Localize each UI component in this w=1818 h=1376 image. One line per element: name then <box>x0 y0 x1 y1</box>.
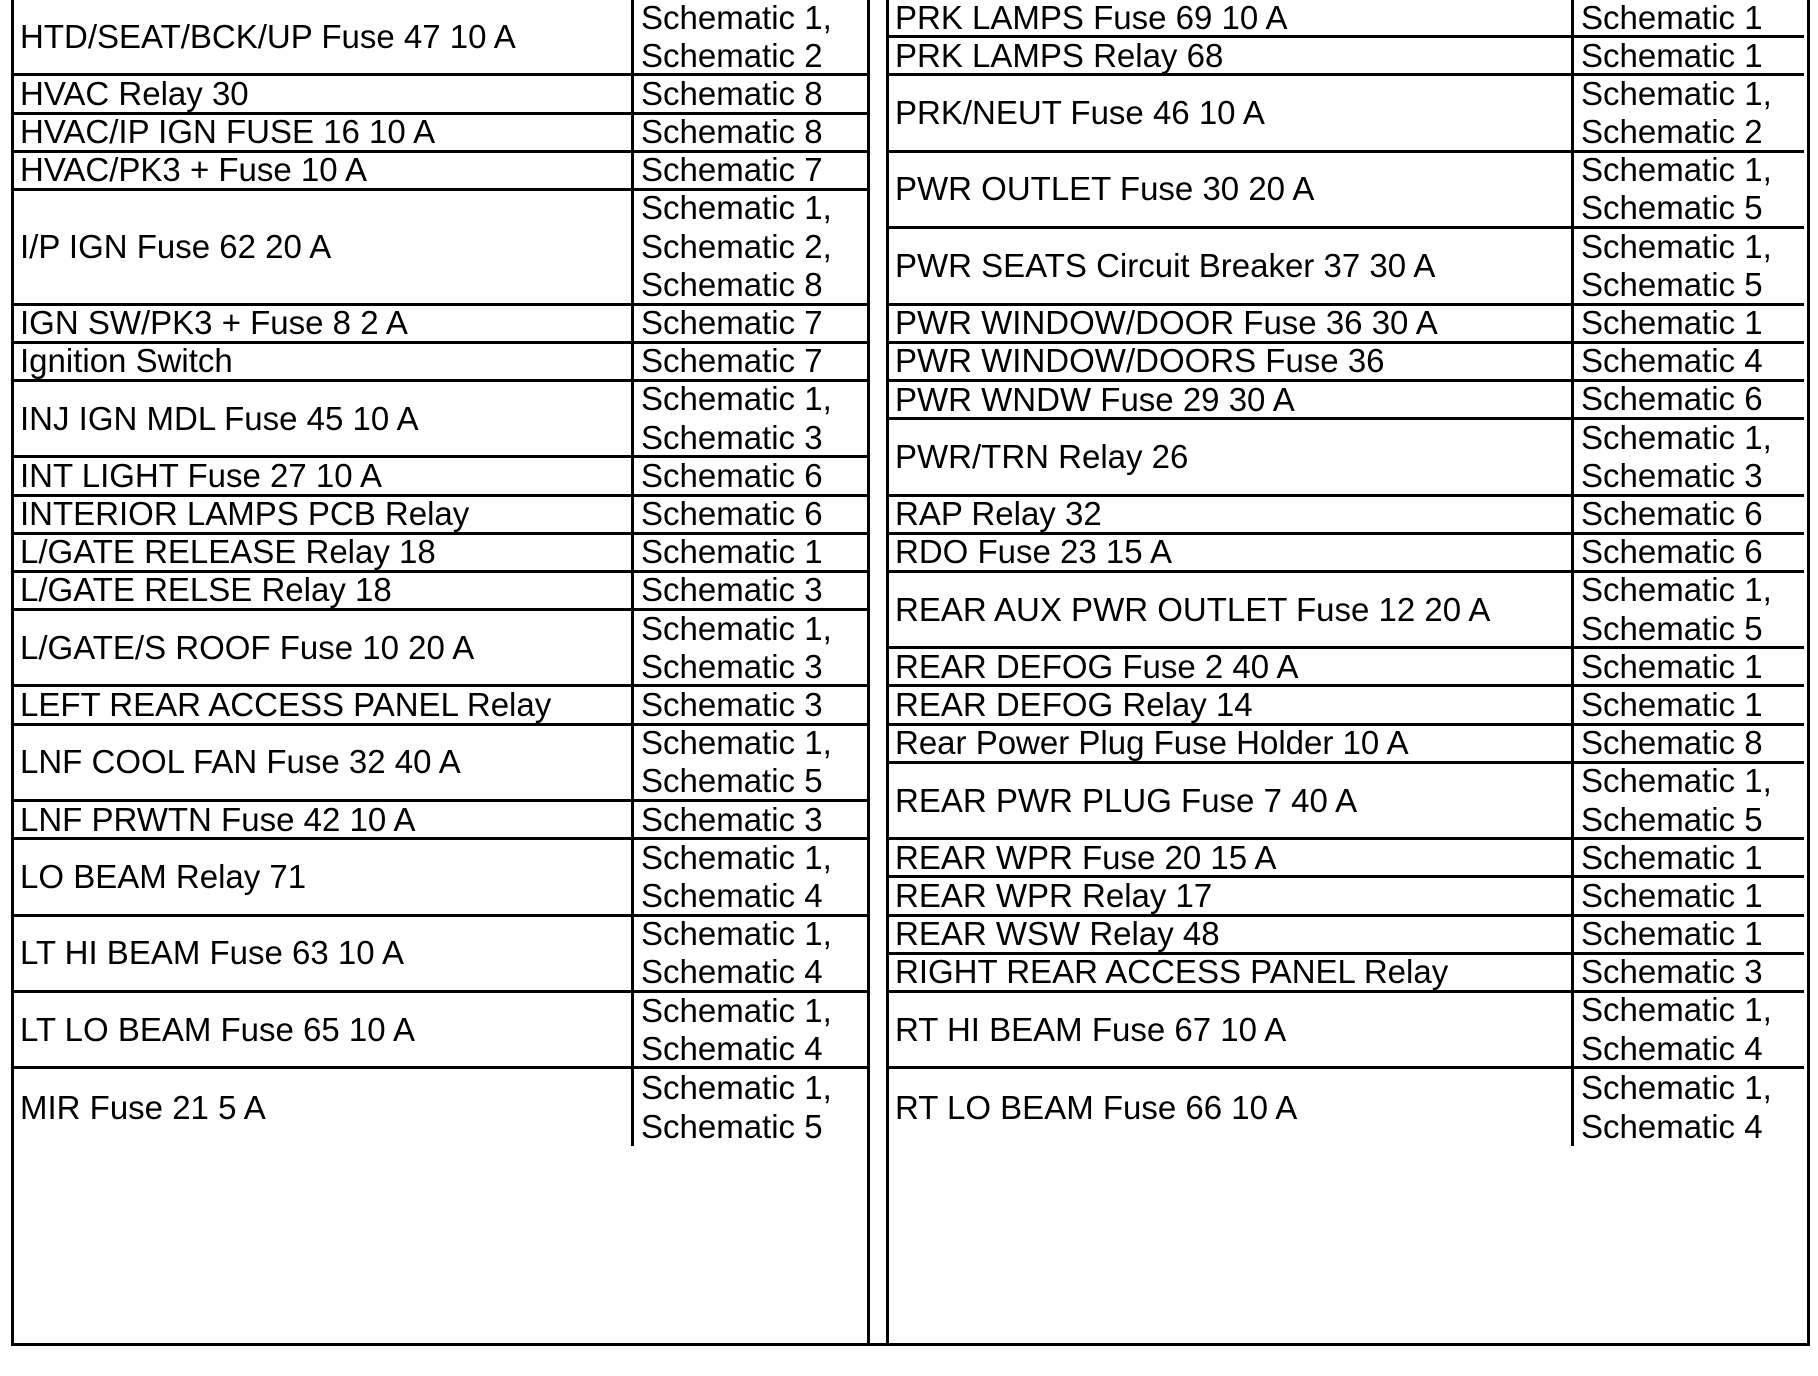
component-name: REAR AUX PWR OUTLET Fuse 12 20 A <box>889 573 1574 646</box>
schematic-ref: Schematic 1, <box>641 381 832 418</box>
component-name: REAR PWR PLUG Fuse 7 40 A <box>889 764 1574 837</box>
schematic-ref: Schematic 1, <box>1581 572 1772 609</box>
schematic-ref: Schematic 1, <box>1581 992 1772 1029</box>
schematic-ref: Schematic 3 <box>641 647 823 685</box>
schematic-ref: Schematic 5 <box>1581 800 1763 838</box>
schematic-ref: Schematic 5 <box>641 1107 823 1145</box>
schematic-ref: Schematic 1, <box>641 993 832 1029</box>
schematic-refs <box>634 76 867 111</box>
schematic-ref: Schematic 2 <box>1581 113 1763 150</box>
schematic-refs <box>1574 573 1804 646</box>
table-row <box>14 497 867 535</box>
schematic-refs <box>634 191 867 303</box>
table-row <box>889 229 1804 305</box>
table-row <box>889 955 1804 993</box>
table-row <box>14 306 867 344</box>
schematic-refs <box>1574 420 1804 493</box>
schematic-ref: Schematic 6 <box>1581 381 1763 418</box>
component-name: HVAC/IP IGN FUSE 16 10 A <box>14 115 634 150</box>
schematic-ref: Schematic 4 <box>641 876 823 914</box>
component-name: REAR WPR Fuse 20 15 A <box>889 840 1574 875</box>
schematic-ref: Schematic 8 <box>641 265 823 303</box>
table-row <box>889 917 1804 955</box>
schematic-refs <box>634 0 867 73</box>
schematic-ref: Schematic 1, <box>1581 76 1772 112</box>
component-name: LNF COOL FAN Fuse 32 40 A <box>14 726 634 799</box>
component-name: RDO Fuse 23 15 A <box>889 535 1574 570</box>
schematic-refs <box>634 535 867 570</box>
schematic-ref: Schematic 6 <box>641 458 823 494</box>
schematic-refs <box>634 458 867 493</box>
schematic-ref: Schematic 5 <box>1581 609 1763 647</box>
schematic-ref: Schematic 5 <box>1581 265 1763 303</box>
schematic-refs <box>1574 497 1804 532</box>
schematic-ref: Schematic 3 <box>641 572 823 609</box>
table-row <box>14 382 867 458</box>
table-row <box>889 153 1804 229</box>
schematic-ref: Schematic 1, <box>641 916 832 953</box>
component-name: REAR WSW Relay 48 <box>889 917 1574 952</box>
schematic-refs <box>634 115 867 150</box>
table-row <box>14 0 867 76</box>
schematic-ref: Schematic 6 <box>1581 534 1763 570</box>
schematic-refs <box>634 153 867 188</box>
component-name: L/GATE RELEASE Relay 18 <box>14 535 634 570</box>
schematic-ref: Schematic 1, <box>641 1069 832 1107</box>
component-name: IGN SW/PK3 + Fuse 8 2 A <box>14 306 634 341</box>
schematic-refs <box>1574 764 1804 837</box>
table-row <box>889 993 1804 1069</box>
component-name: PWR OUTLET Fuse 30 20 A <box>889 153 1574 226</box>
schematic-ref: Schematic 8 <box>641 114 823 150</box>
schematic-ref: Schematic 1 <box>1581 687 1763 723</box>
schematic-refs <box>1574 840 1804 875</box>
schematic-ref: Schematic 4 <box>1581 343 1763 379</box>
schematic-ref: Schematic 1, <box>1581 420 1772 456</box>
table-row <box>889 497 1804 535</box>
table-row <box>14 344 867 382</box>
component-name: PWR/TRN Relay 26 <box>889 420 1574 493</box>
schematic-ref: Schematic 3 <box>1581 456 1763 494</box>
component-name: LNF PRWTN Fuse 42 10 A <box>14 802 634 837</box>
table-row <box>14 611 867 687</box>
schematic-refs <box>634 573 867 608</box>
component-name: Rear Power Plug Fuse Holder 10 A <box>889 726 1574 761</box>
schematic-refs <box>634 611 867 684</box>
schematic-refs <box>1574 382 1804 417</box>
table-row <box>14 802 867 840</box>
table-row <box>14 535 867 573</box>
schematic-refs <box>1574 917 1804 952</box>
schematic-refs <box>634 497 867 532</box>
component-name: HVAC Relay 30 <box>14 76 634 111</box>
component-name: REAR DEFOG Fuse 2 40 A <box>889 649 1574 684</box>
schematic-ref: Schematic 1, <box>1581 1069 1772 1107</box>
component-name: INTERIOR LAMPS PCB Relay <box>14 497 634 532</box>
component-name: INT LIGHT Fuse 27 10 A <box>14 458 634 493</box>
table-row <box>14 573 867 611</box>
schematic-refs <box>634 1069 867 1145</box>
schematic-ref: Schematic 3 <box>1581 954 1763 990</box>
component-name: PWR WINDOW/DOOR Fuse 36 30 A <box>889 306 1574 341</box>
schematic-ref: Schematic 6 <box>1581 496 1763 532</box>
component-name: Ignition Switch <box>14 344 634 379</box>
schematic-refs <box>634 840 867 913</box>
schematic-refs <box>1574 649 1804 684</box>
component-name: L/GATE RELSE Relay 18 <box>14 573 634 608</box>
table-row <box>889 726 1804 764</box>
table-row <box>14 840 867 916</box>
schematic-ref: Schematic 1 <box>1581 878 1763 914</box>
schematic-refs <box>634 687 867 722</box>
schematic-ref: Schematic 1, <box>1581 763 1772 800</box>
schematic-ref: Schematic 2 <box>641 36 823 74</box>
table-row <box>14 76 867 114</box>
schematic-ref: Schematic 4 <box>1581 1029 1763 1067</box>
schematic-ref: Schematic 1, <box>1581 229 1772 265</box>
schematic-ref: Schematic 8 <box>641 76 823 112</box>
schematic-ref: Schematic 1 <box>1581 38 1763 74</box>
schematic-refs <box>1574 1069 1804 1145</box>
schematic-ref: Schematic 7 <box>641 343 823 379</box>
schematic-refs <box>1574 306 1804 341</box>
schematic-ref: Schematic 1 <box>1581 840 1763 876</box>
schematic-ref: Schematic 8 <box>1581 725 1763 761</box>
component-name: RAP Relay 32 <box>889 497 1574 532</box>
schematic-ref: Schematic 5 <box>641 762 823 800</box>
schematic-ref: Schematic 5 <box>1581 189 1763 227</box>
schematic-refs <box>634 726 867 799</box>
schematic-ref: Schematic 1, <box>641 0 832 36</box>
table-row <box>14 993 867 1069</box>
table-row <box>14 191 867 306</box>
component-name: L/GATE/S ROOF Fuse 10 20 A <box>14 611 634 684</box>
schematic-refs <box>1574 0 1804 35</box>
component-name: REAR WPR Relay 17 <box>889 878 1574 913</box>
component-name: LO BEAM Relay 71 <box>14 840 634 913</box>
table-row <box>889 649 1804 687</box>
component-name: PRK/NEUT Fuse 46 10 A <box>889 76 1574 149</box>
component-name: HVAC/PK3 + Fuse 10 A <box>14 153 634 188</box>
table-row <box>14 458 867 496</box>
table-row <box>889 38 1804 76</box>
component-name: PWR WNDW Fuse 29 30 A <box>889 382 1574 417</box>
schematic-ref: Schematic 1 <box>1581 0 1763 36</box>
schematic-ref: Schematic 4 <box>641 953 823 990</box>
schematic-ref: Schematic 1, <box>641 725 832 762</box>
schematic-ref: Schematic 3 <box>641 418 823 456</box>
table-row <box>889 764 1804 840</box>
table-row <box>14 115 867 153</box>
schematic-refs <box>1574 76 1804 149</box>
component-name: RT LO BEAM Fuse 66 10 A <box>889 1069 1574 1145</box>
schematic-ref: Schematic 4 <box>641 1029 823 1067</box>
schematic-refs <box>634 993 867 1066</box>
table-row <box>889 687 1804 725</box>
component-name: PRK LAMPS Fuse 69 10 A <box>889 0 1574 35</box>
schematic-refs <box>1574 344 1804 379</box>
schematic-refs <box>1574 687 1804 722</box>
table-row <box>889 535 1804 573</box>
table-row <box>14 917 867 993</box>
right-column <box>889 0 1804 1343</box>
schematic-refs <box>1574 878 1804 913</box>
schematic-ref: Schematic 7 <box>641 152 823 188</box>
component-name: LT HI BEAM Fuse 63 10 A <box>14 917 634 990</box>
table-row <box>889 306 1804 344</box>
column-divider <box>867 0 889 1343</box>
schematic-ref: Schematic 3 <box>641 802 823 838</box>
table-row <box>889 420 1804 496</box>
schematic-refs <box>1574 38 1804 73</box>
component-name: PWR SEATS Circuit Breaker 37 30 A <box>889 229 1574 302</box>
schematic-refs <box>1574 726 1804 761</box>
schematic-refs <box>634 917 867 990</box>
schematic-ref: Schematic 1, <box>1581 152 1772 189</box>
table-row <box>14 153 867 191</box>
schematic-ref: Schematic 4 <box>1581 1107 1763 1145</box>
component-name: RT HI BEAM Fuse 67 10 A <box>889 993 1574 1066</box>
table-row <box>889 878 1804 916</box>
component-name: HTD/SEAT/BCK/UP Fuse 47 10 A <box>14 0 634 73</box>
schematic-refs <box>1574 993 1804 1066</box>
schematic-ref: Schematic 1 <box>1581 649 1763 685</box>
component-name: PRK LAMPS Relay 68 <box>889 38 1574 73</box>
schematic-ref: Schematic 1, <box>641 190 832 227</box>
schematic-refs <box>634 382 867 455</box>
table-row <box>14 687 867 725</box>
schematic-ref: Schematic 1 <box>1581 916 1763 952</box>
schematic-refs <box>634 306 867 341</box>
component-name: MIR Fuse 21 5 A <box>14 1069 634 1145</box>
schematic-refs <box>1574 229 1804 302</box>
schematic-refs <box>1574 153 1804 226</box>
table-row <box>889 573 1804 649</box>
schematic-ref: Schematic 1, <box>641 611 832 647</box>
schematic-refs <box>634 802 867 837</box>
schematic-refs <box>634 344 867 379</box>
left-column <box>14 0 867 1343</box>
component-name: LT LO BEAM Fuse 65 10 A <box>14 993 634 1066</box>
table-row <box>14 726 867 802</box>
fuse-relay-index-table <box>11 0 1810 1346</box>
schematic-ref: Schematic 3 <box>641 687 823 723</box>
schematic-ref: Schematic 1 <box>641 534 823 570</box>
table-row <box>889 0 1804 38</box>
component-name: PWR WINDOW/DOORS Fuse 36 <box>889 344 1574 379</box>
schematic-refs <box>1574 955 1804 990</box>
table-row <box>889 1069 1804 1145</box>
component-name: LEFT REAR ACCESS PANEL Relay <box>14 687 634 722</box>
table-row <box>889 76 1804 152</box>
schematic-ref: Schematic 2, <box>641 227 832 265</box>
schematic-ref: Schematic 7 <box>641 305 823 341</box>
component-name: REAR DEFOG Relay 14 <box>889 687 1574 722</box>
table-row <box>889 344 1804 382</box>
component-name: INJ IGN MDL Fuse 45 10 A <box>14 382 634 455</box>
schematic-ref: Schematic 1, <box>641 840 832 876</box>
table-row <box>889 382 1804 420</box>
schematic-ref: Schematic 1 <box>1581 305 1763 341</box>
schematic-ref: Schematic 6 <box>641 496 823 532</box>
component-name: RIGHT REAR ACCESS PANEL Relay <box>889 955 1574 990</box>
table-row <box>889 840 1804 878</box>
component-name: I/P IGN Fuse 62 20 A <box>14 191 634 303</box>
schematic-refs <box>1574 535 1804 570</box>
table-row <box>14 1069 867 1145</box>
